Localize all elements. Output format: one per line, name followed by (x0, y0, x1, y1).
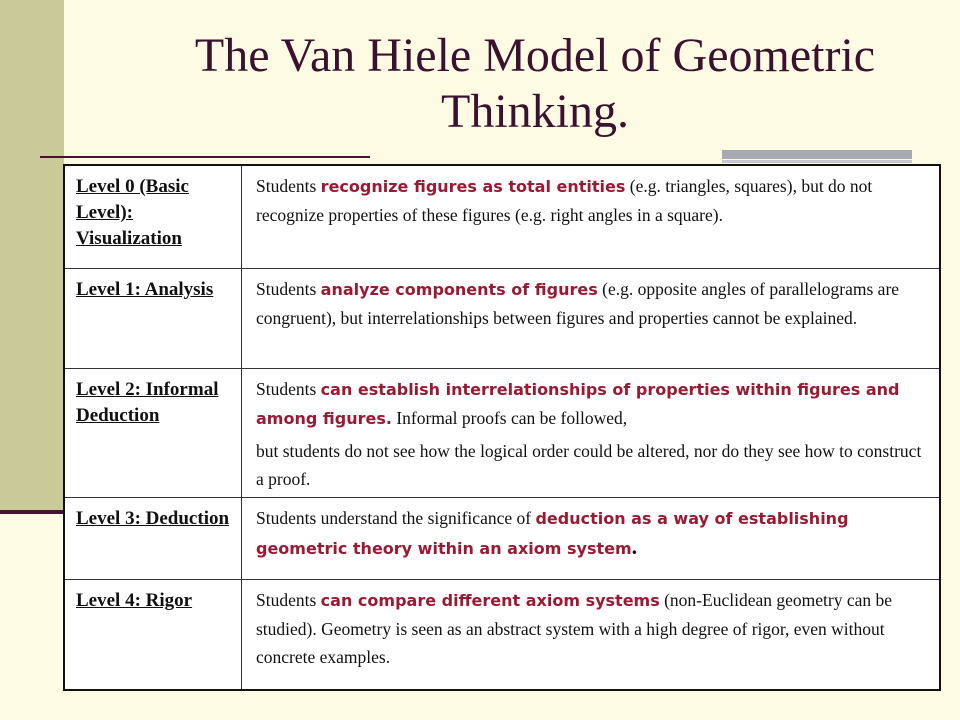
desc-highlight: analyze components of figures (320, 279, 598, 299)
desc-text: (e.g. opposite angles of parallelograms are congruent), but interrelationships between figures and properties cannot be explained. (256, 278, 900, 328)
desc-highlight: recognize figures as total entities (320, 177, 626, 196)
slide-title: The Van Hiele Model of Geometric Thinking. (194, 29, 876, 138)
decorative-bar (722, 150, 912, 159)
desc-text: Students (256, 278, 321, 299)
table-row (64, 268, 940, 368)
desc-text: Informal proofs can be followed, (391, 407, 628, 428)
desc-highlight: can compare different axiom systems (320, 590, 660, 610)
table-row (64, 497, 940, 579)
level-description (242, 165, 941, 268)
level-name: Level 0 (Basic Level): Visualization (64, 165, 242, 268)
desc-continuation: but students do not see how the logical order could be altered, nor do they see how to construct a proof. (256, 440, 922, 489)
desc-text: (e.g. triangles, squares), but do not recognize properties of these figures (e.g. right angles in a square). (256, 176, 873, 225)
desc-text: (non-Euclidean geometry can be studied). Geometry is seen as an abstract system with a high degree of rigor, even without concrete examples. (256, 589, 892, 667)
desc-text: Students (256, 176, 321, 196)
decorative-bar-shadow (722, 160, 912, 163)
sidebar-divider (0, 510, 66, 514)
level-name: Level 4: Rigor (64, 579, 242, 690)
desc-text: Students (256, 589, 321, 610)
desc-text: Students (256, 378, 321, 399)
level-name: Level 3: Deduction (64, 497, 242, 579)
table-row (64, 368, 940, 497)
desc-text: Students understand the significance of (256, 507, 536, 528)
desc-highlight: can establish interrelationships of properties within figures and among figures. (256, 379, 900, 428)
desc-highlight: deduction as a way of establishing geometric theory within an axiom system (256, 508, 849, 558)
level-description (242, 368, 941, 497)
levels-table (63, 164, 941, 691)
table-row (64, 165, 940, 268)
level-description (242, 579, 941, 690)
level-name: Level 1: Analysis (64, 268, 242, 368)
sidebar-accent (0, 0, 64, 510)
desc-text: . (631, 533, 638, 559)
level-description (242, 497, 941, 579)
title-divider (40, 156, 370, 158)
level-description (242, 268, 941, 368)
table-row (64, 579, 940, 690)
level-name: Level 2: Informal Deduction (64, 368, 242, 497)
